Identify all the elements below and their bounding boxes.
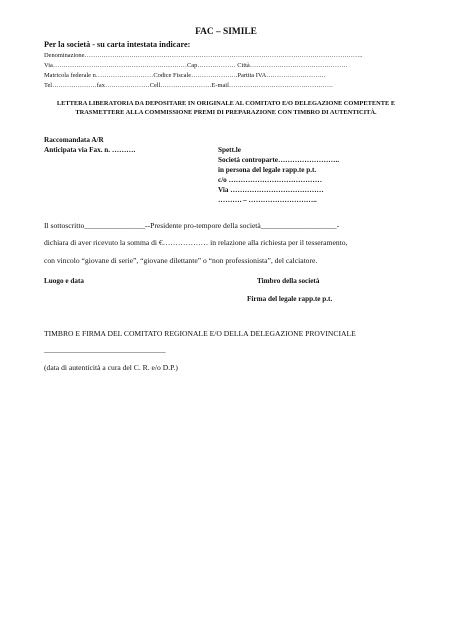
recipient-spett: Spett.le xyxy=(218,146,241,154)
field-denominazione: Denominazione………………………………………………………………………………………………………………….. xyxy=(44,52,363,59)
recipient-legal-rep: in persona del legale rapp.te p.t. xyxy=(218,166,317,174)
recipient-street: Via ………………………………… xyxy=(218,186,324,194)
body-constraint: con vincolo “giovane di serie”, “giovane dilettante” o “non professionista”, del calciatore. xyxy=(44,256,318,265)
sender-fax: Anticipata via Fax. n. ………. xyxy=(44,146,136,154)
body-undersigned: Il sottoscritto________________--Presidente pro-tempore della società____________________- xyxy=(44,221,340,230)
field-registration: Matricola federale n………………………Codice Fiscale………………….Partita IVA………………………. xyxy=(44,72,326,79)
document-title: FAC – SIMILE xyxy=(195,27,257,37)
body-received-sum: dichiara di aver ricevuto la somma di €……………… in relazione alla richiesta per il tesseramento, xyxy=(44,238,348,247)
field-contacts: Tel…………………fax…………………Cell……………………E-mail…………………………………………. xyxy=(44,82,333,89)
committee-signature-line: ________________________________ xyxy=(44,345,166,354)
notice-text: LETTERA LIBERATORIA DA DEPOSITARE IN ORIGINALE AL COMITATO E/O DELEGAZIONE COMPETENTE E TRASMETTERE ALLA COMMISSIONE PREMI DI PREPARAZIONE CON TIMBRO DI AUTENTICITÀ. xyxy=(56,100,396,116)
recipient-care-of: c/o ………………………………… xyxy=(218,176,323,184)
sender-raccomandata: Raccomandata A/R xyxy=(44,136,104,144)
committee-heading: TIMBRO E FIRMA DEL COMITATO REGIONALE E/O DELLA DELEGAZIONE PROVINCIALE xyxy=(44,329,356,338)
field-address: Via………………………………………………………Cap……………… Città………………………………………. xyxy=(44,62,348,69)
recipient-city: ………. – ……………………….. xyxy=(218,196,317,204)
committee-note: (data di autenticità a cura del C. R. e/o D.P.) xyxy=(44,363,178,372)
company-stamp-label: Timbro della società xyxy=(257,277,320,285)
place-date-label: Luogo e data xyxy=(44,277,84,285)
header-instruction: Per la società - su carta intestata indicare: xyxy=(44,40,191,49)
recipient-company: Società controparte…………………….. xyxy=(218,156,340,164)
legal-rep-signature-label: Firma del legale rapp.te p.t. xyxy=(247,295,333,303)
